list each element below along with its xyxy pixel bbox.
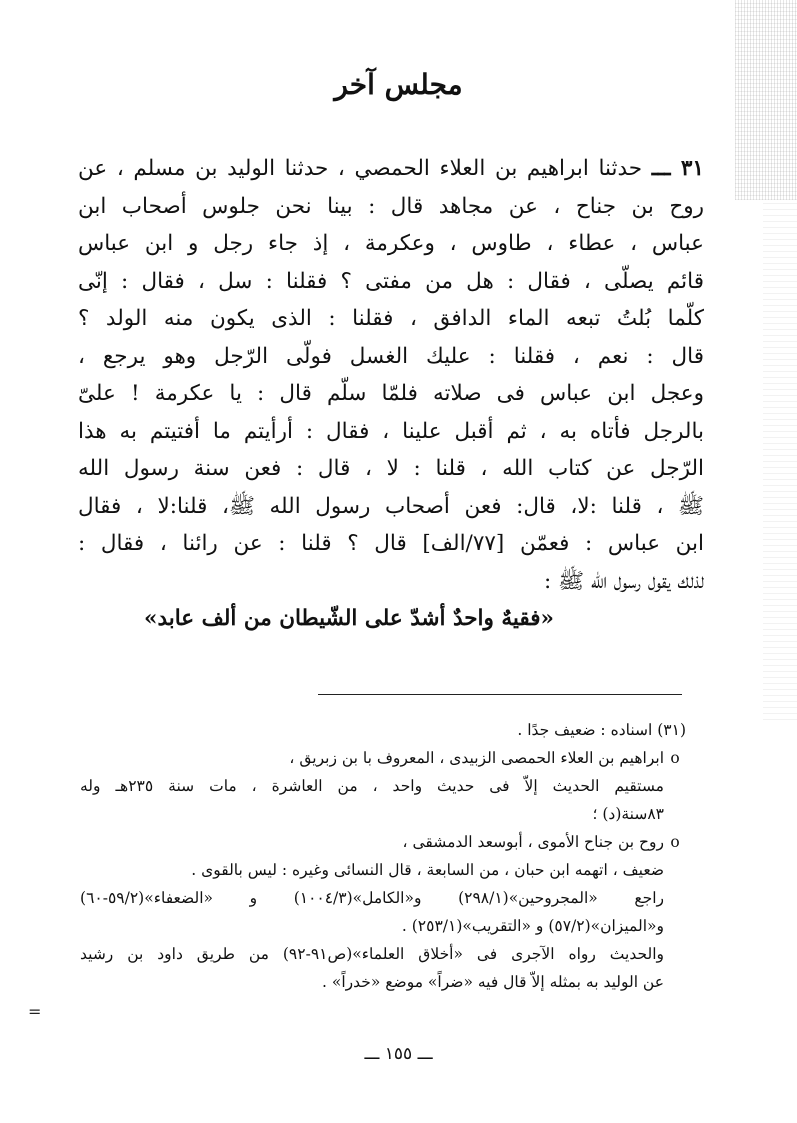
hadith-line: وعجل ابن عباس فى صلاته فلمّا سلّم قال : يا عكرمة ! علىّ [78,381,704,406]
scan-edge-noise-lower [763,200,797,720]
hadith-body [78,150,704,638]
footnote-item-line: عن الوليد به بمثله إلاّ قال فيه «ضراً» موضع «خدراً» . [322,973,664,991]
hadith-number: ٣١ ـــ [651,156,704,181]
footnote-item-line: مستقيم الحديث إلاّ فى حديث واحد ، من العاشرة ، مات سنة ٢٣٥هـ وله [80,777,664,795]
hadith-line: قائم يصلّى ، فقال : هل من مفتى ؟ فقلنا : سل ، فقال : إنّى [78,268,704,294]
footnote-item-line: و«الميزان»(٥٧/٢) و «التقريب»(٢٥٣/١) . [401,917,664,935]
hadith-line: عباس ، عطاء ، طاوس ، وعكرمة ، إذ جاء رجل و ابن عباس [78,231,704,256]
footnote-divider [318,694,682,695]
hadith-line: قال : نعم ، فقلنا : عليك الغسل فولّى الرّجل وهو يرجع ، [78,343,704,369]
hadith-line: ﷺ ، قلنا :لا، قال: فعن أصحاب رسول الله ﷺ، قلنا:لا ، فقال [78,493,704,519]
footnote-item-line: ضعيف ، اتهمه ابن حبان ، من السابعة ، قال النسائى وغيره : ليس بالقوى . [191,861,664,879]
hadith-line: روح بن جناح ، عن مجاهد قال : بينا نحن جلوس أصحاب ابن [78,193,704,219]
hadith-line: ٣١ ـــ حدثنا ابراهيم بن العلاء الحمصي ، حدثنا الوليد بن مسلم ، عن [78,156,704,181]
footnote-item-line: oروح بن جناح الأموى ، أبوسعد الدمشقى ، [80,828,686,856]
footnote-item-line: والحديث رواه الآجرى فى «أخلاق العلماء»(ص٩١-٩٢) من طريق داود بن رشيد [80,945,664,963]
hadith-line: كلّما بُلتُ تبعه الماء الدافق ، فقلنا : الذى يكون منه الولد ؟ [78,306,704,331]
footnote-item-line: oابراهيم بن العلاء الحمصى الزبيدى ، المعروف با بن زبريق ، [80,744,686,772]
footnote-head: (٣١) اسناده : ضعيف جدًا . [517,721,686,739]
circle-bullet-icon: o [670,749,680,767]
page-number: ـــ ١٥٥ ـــ [364,1044,433,1064]
margin-mark: = [28,1002,42,1021]
hadith-quote: «فقيهٌ واحدٌ أشدّ على الشّيطان من ألف عابد» [144,606,554,631]
page-title: مجلس آخر [334,68,463,101]
hadith-line: ابن عباس : فعمّن [٧٧/الف] قال ؟ قلنا : عن رائنا ، فقال : [78,531,704,556]
footnotes [80,716,686,996]
hadith-line: بالرجل فأتاه به ، ثم أقبل علينا ، فقال : أرأيتم ما أفتيتم به هذا [78,418,704,444]
footnote-item-line: ٨٣سنة(د) ؛ [592,805,664,823]
hadith-line: الرّجل عن كتاب الله ، قلنا : لا ، قال : فعن سنة رسول الله [78,456,704,481]
hadith-line: لذلك يقول رسول الله ﷺ : [544,568,704,594]
footnote-item-line: راجع «المجروحين»(٢٩٨/١) و«الكامل»(١٠٠٤/٣) و «الضعفاء»(٥٩/٢-٦٠) [80,889,664,907]
circle-bullet-icon: o [670,833,680,851]
